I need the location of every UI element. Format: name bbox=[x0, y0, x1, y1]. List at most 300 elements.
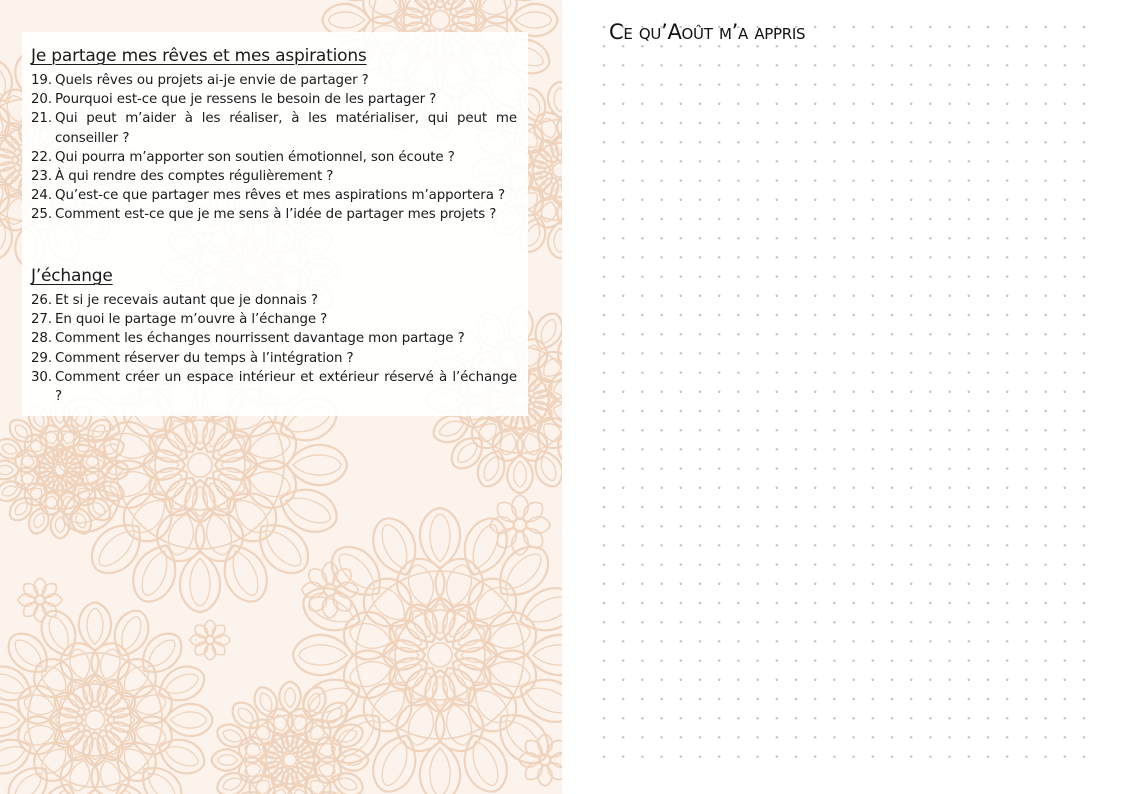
grid-dot bbox=[756, 295, 759, 298]
grid-dot bbox=[1083, 698, 1086, 701]
grid-dot bbox=[660, 103, 663, 106]
grid-dot bbox=[603, 679, 606, 682]
grid-dot bbox=[641, 83, 644, 86]
grid-dot bbox=[968, 45, 971, 48]
grid-dot bbox=[852, 467, 855, 470]
grid-dot bbox=[718, 237, 721, 240]
grid-dot bbox=[737, 352, 740, 355]
grid-dot bbox=[1083, 391, 1086, 394]
grid-dot bbox=[1025, 218, 1028, 221]
grid-dot bbox=[795, 544, 798, 547]
grid-dot bbox=[987, 179, 990, 182]
grid-dot bbox=[814, 218, 817, 221]
grid-dot bbox=[891, 467, 894, 470]
grid-dot bbox=[660, 45, 663, 48]
grid-dot bbox=[814, 160, 817, 163]
grid-dot bbox=[987, 717, 990, 720]
grid-dot bbox=[852, 429, 855, 432]
grid-dot bbox=[756, 83, 759, 86]
grid-dot bbox=[641, 410, 644, 413]
grid-dot bbox=[1025, 583, 1028, 586]
grid-dot bbox=[1006, 602, 1009, 605]
question-item bbox=[31, 167, 517, 186]
grid-dot bbox=[756, 563, 759, 566]
grid-dot bbox=[910, 122, 913, 125]
grid-dot bbox=[1064, 506, 1067, 509]
grid-dot bbox=[680, 352, 683, 355]
grid-dot bbox=[852, 621, 855, 624]
grid-dot bbox=[795, 83, 798, 86]
grid-dot bbox=[622, 525, 625, 528]
grid-dot bbox=[795, 621, 798, 624]
grid-dot bbox=[718, 429, 721, 432]
grid-dot bbox=[968, 755, 971, 758]
grid-dot bbox=[603, 583, 606, 586]
grid-dot bbox=[737, 659, 740, 662]
grid-dot bbox=[756, 275, 759, 278]
grid-dot bbox=[718, 256, 721, 259]
grid-dot bbox=[833, 122, 836, 125]
grid-dot bbox=[776, 295, 779, 298]
grid-dot bbox=[872, 64, 875, 67]
grid-dot bbox=[852, 563, 855, 566]
grid-dot bbox=[910, 26, 913, 29]
grid-dot bbox=[622, 122, 625, 125]
question-text: Pourquoi est-ce que je ressens le besoin de les partager ? bbox=[55, 92, 437, 108]
grid-dot bbox=[948, 717, 951, 720]
grid-dot bbox=[660, 736, 663, 739]
dot-grid bbox=[562, 0, 1123, 794]
grid-dot bbox=[891, 659, 894, 662]
grid-dot bbox=[603, 429, 606, 432]
grid-dot bbox=[948, 467, 951, 470]
grid-dot bbox=[891, 333, 894, 336]
grid-dot bbox=[968, 141, 971, 144]
grid-dot bbox=[987, 410, 990, 413]
small-flower bbox=[190, 620, 230, 660]
grid-dot bbox=[603, 64, 606, 67]
grid-dot bbox=[737, 83, 740, 86]
grid-dot bbox=[987, 26, 990, 29]
grid-dot bbox=[910, 333, 913, 336]
grid-dot bbox=[641, 640, 644, 643]
grid-dot bbox=[1025, 736, 1028, 739]
grid-dot bbox=[603, 333, 606, 336]
grid-dot bbox=[603, 218, 606, 221]
grid-dot bbox=[910, 160, 913, 163]
grid-dot bbox=[699, 160, 702, 163]
grid-dot bbox=[987, 218, 990, 221]
grid-dot bbox=[699, 640, 702, 643]
grid-dot bbox=[756, 698, 759, 701]
grid-dot bbox=[1064, 659, 1067, 662]
grid-dot bbox=[680, 199, 683, 202]
grid-dot bbox=[852, 314, 855, 317]
grid-dot bbox=[641, 544, 644, 547]
grid-dot bbox=[718, 659, 721, 662]
grid-dot bbox=[737, 487, 740, 490]
grid-dot bbox=[948, 602, 951, 605]
grid-dot bbox=[852, 583, 855, 586]
grid-dot bbox=[737, 179, 740, 182]
grid-dot bbox=[680, 103, 683, 106]
grid-dot bbox=[776, 467, 779, 470]
grid-dot bbox=[737, 698, 740, 701]
grid-dot bbox=[1006, 83, 1009, 86]
grid-dot bbox=[641, 199, 644, 202]
grid-dot bbox=[680, 698, 683, 701]
section-echange bbox=[31, 266, 517, 406]
grid-dot bbox=[1044, 333, 1047, 336]
grid-dot bbox=[872, 83, 875, 86]
grid-dot bbox=[1044, 256, 1047, 259]
question-text: Quels rêves ou projets ai-je envie de partager ? bbox=[55, 73, 369, 88]
grid-dot bbox=[622, 218, 625, 221]
grid-dot bbox=[987, 333, 990, 336]
grid-dot bbox=[1006, 199, 1009, 202]
grid-dot bbox=[795, 237, 798, 240]
grid-dot bbox=[1044, 755, 1047, 758]
grid-dot bbox=[1006, 525, 1009, 528]
grid-dot bbox=[929, 621, 932, 624]
grid-dot bbox=[1044, 525, 1047, 528]
grid-dot bbox=[968, 698, 971, 701]
grid-dot bbox=[852, 237, 855, 240]
grid-dot bbox=[1006, 371, 1009, 374]
grid-dot bbox=[1064, 275, 1067, 278]
grid-dot bbox=[756, 64, 759, 67]
grid-dot bbox=[737, 717, 740, 720]
grid-dot bbox=[1044, 736, 1047, 739]
question-number: 30. bbox=[31, 369, 52, 385]
grid-dot bbox=[603, 736, 606, 739]
grid-dot bbox=[833, 352, 836, 355]
grid-dot bbox=[1083, 371, 1086, 374]
grid-dot bbox=[968, 659, 971, 662]
grid-dot bbox=[660, 160, 663, 163]
grid-dot bbox=[795, 371, 798, 374]
grid-dot bbox=[622, 295, 625, 298]
grid-dot bbox=[756, 199, 759, 202]
grid-dot bbox=[737, 544, 740, 547]
grid-dot bbox=[814, 506, 817, 509]
grid-dot bbox=[872, 621, 875, 624]
grid-dot bbox=[1025, 160, 1028, 163]
grid-dot bbox=[603, 698, 606, 701]
grid-dot bbox=[795, 256, 798, 259]
grid-dot bbox=[1083, 736, 1086, 739]
grid-dot bbox=[1064, 621, 1067, 624]
grid-dot bbox=[1064, 717, 1067, 720]
grid-dot bbox=[1044, 583, 1047, 586]
grid-dot bbox=[776, 391, 779, 394]
grid-dot bbox=[1006, 506, 1009, 509]
grid-dot bbox=[1083, 275, 1086, 278]
grid-dot bbox=[1044, 563, 1047, 566]
grid-dot bbox=[1083, 621, 1086, 624]
grid-dot bbox=[929, 64, 932, 67]
question-text: En quoi le partage m’ouvre à l’échange ? bbox=[55, 312, 328, 328]
grid-dot bbox=[929, 295, 932, 298]
grid-dot bbox=[929, 448, 932, 451]
grid-dot bbox=[1044, 218, 1047, 221]
grid-dot bbox=[910, 448, 913, 451]
grid-dot bbox=[948, 391, 951, 394]
grid-dot bbox=[814, 237, 817, 240]
grid-dot bbox=[833, 275, 836, 278]
grid-dot bbox=[1064, 448, 1067, 451]
grid-dot bbox=[1064, 391, 1067, 394]
grid-dot bbox=[1064, 352, 1067, 355]
grid-dot bbox=[987, 621, 990, 624]
grid-dot bbox=[1044, 659, 1047, 662]
grid-dot bbox=[795, 218, 798, 221]
grid-dot bbox=[603, 410, 606, 413]
grid-dot bbox=[718, 487, 721, 490]
grid-dot bbox=[891, 448, 894, 451]
grid-dot bbox=[948, 179, 951, 182]
grid-dot bbox=[948, 275, 951, 278]
grid-dot bbox=[699, 602, 702, 605]
grid-dot bbox=[891, 83, 894, 86]
grid-dot bbox=[1006, 352, 1009, 355]
grid-dot bbox=[603, 621, 606, 624]
grid-dot bbox=[833, 83, 836, 86]
question-number: 28. bbox=[31, 331, 52, 347]
grid-dot bbox=[872, 26, 875, 29]
grid-dot bbox=[699, 755, 702, 758]
grid-dot bbox=[680, 275, 683, 278]
grid-dot bbox=[795, 448, 798, 451]
grid-dot bbox=[1083, 45, 1086, 48]
grid-dot bbox=[603, 45, 606, 48]
grid-dot bbox=[872, 506, 875, 509]
grid-dot bbox=[814, 448, 817, 451]
grid-dot bbox=[833, 679, 836, 682]
grid-dot bbox=[622, 333, 625, 336]
grid-dot bbox=[948, 83, 951, 86]
grid-dot bbox=[660, 218, 663, 221]
grid-dot bbox=[891, 141, 894, 144]
grid-dot bbox=[833, 237, 836, 240]
grid-dot bbox=[1064, 237, 1067, 240]
grid-dot bbox=[968, 199, 971, 202]
grid-dot bbox=[987, 103, 990, 106]
grid-dot bbox=[776, 352, 779, 355]
grid-dot bbox=[641, 141, 644, 144]
grid-dot bbox=[603, 237, 606, 240]
grid-dot bbox=[756, 602, 759, 605]
grid-dot bbox=[852, 45, 855, 48]
grid-dot bbox=[660, 410, 663, 413]
grid-dot bbox=[737, 160, 740, 163]
grid-dot bbox=[814, 199, 817, 202]
questions-panel bbox=[22, 32, 528, 416]
grid-dot bbox=[814, 256, 817, 259]
mandala-flower bbox=[0, 602, 213, 794]
grid-dot bbox=[929, 429, 932, 432]
question-text: À qui rendre des comptes régulièrement ? bbox=[55, 169, 334, 185]
question-text: Comment créer un espace intérieur et extérieur réservé à l’échange ? bbox=[55, 369, 517, 405]
grid-dot bbox=[756, 583, 759, 586]
grid-dot bbox=[660, 141, 663, 144]
grid-dot bbox=[1006, 429, 1009, 432]
grid-dot bbox=[718, 314, 721, 317]
grid-dot bbox=[718, 410, 721, 413]
grid-dot bbox=[1044, 237, 1047, 240]
grid-dot bbox=[948, 314, 951, 317]
grid-dot bbox=[852, 141, 855, 144]
grid-dot bbox=[987, 295, 990, 298]
grid-dot bbox=[795, 141, 798, 144]
grid-dot bbox=[948, 640, 951, 643]
grid-dot bbox=[1006, 563, 1009, 566]
grid-dot bbox=[968, 621, 971, 624]
grid-dot bbox=[641, 621, 644, 624]
grid-dot bbox=[948, 679, 951, 682]
grid-dot bbox=[929, 602, 932, 605]
grid-dot bbox=[1025, 199, 1028, 202]
grid-dot bbox=[814, 467, 817, 470]
grid-dot bbox=[641, 679, 644, 682]
grid-dot bbox=[891, 679, 894, 682]
grid-dot bbox=[852, 122, 855, 125]
grid-dot bbox=[660, 640, 663, 643]
grid-dot bbox=[1083, 659, 1086, 662]
question-item bbox=[31, 148, 517, 167]
grid-dot bbox=[1025, 679, 1028, 682]
grid-dot bbox=[622, 544, 625, 547]
grid-dot bbox=[737, 679, 740, 682]
grid-dot bbox=[910, 698, 913, 701]
grid-dot bbox=[776, 659, 779, 662]
grid-dot bbox=[680, 45, 683, 48]
grid-dot bbox=[699, 237, 702, 240]
grid-dot bbox=[852, 275, 855, 278]
grid-dot bbox=[872, 640, 875, 643]
grid-dot bbox=[718, 506, 721, 509]
grid-dot bbox=[891, 640, 894, 643]
grid-dot bbox=[1006, 448, 1009, 451]
grid-dot bbox=[1025, 352, 1028, 355]
grid-dot bbox=[872, 103, 875, 106]
grid-dot bbox=[910, 640, 913, 643]
grid-dot bbox=[718, 525, 721, 528]
grid-dot bbox=[891, 26, 894, 29]
grid-dot bbox=[891, 64, 894, 67]
grid-dot bbox=[756, 410, 759, 413]
grid-dot bbox=[622, 141, 625, 144]
grid-dot bbox=[872, 45, 875, 48]
grid-dot bbox=[699, 487, 702, 490]
grid-dot bbox=[929, 717, 932, 720]
grid-dot bbox=[1006, 391, 1009, 394]
question-text: Comment les échanges nourrissent davantage mon partage ? bbox=[55, 331, 465, 347]
grid-dot bbox=[718, 160, 721, 163]
grid-dot bbox=[1064, 563, 1067, 566]
grid-dot bbox=[737, 621, 740, 624]
grid-dot bbox=[833, 506, 836, 509]
grid-dot bbox=[756, 736, 759, 739]
grid-dot bbox=[891, 525, 894, 528]
grid-dot bbox=[680, 506, 683, 509]
grid-dot bbox=[776, 698, 779, 701]
grid-dot bbox=[1006, 160, 1009, 163]
grid-dot bbox=[814, 525, 817, 528]
grid-dot bbox=[833, 391, 836, 394]
grid-dot bbox=[1006, 179, 1009, 182]
grid-dot bbox=[622, 179, 625, 182]
grid-dot bbox=[680, 371, 683, 374]
grid-dot bbox=[1083, 256, 1086, 259]
grid-dot bbox=[680, 583, 683, 586]
grid-dot bbox=[776, 218, 779, 221]
grid-dot bbox=[968, 26, 971, 29]
grid-dot bbox=[948, 295, 951, 298]
grid-dot bbox=[929, 755, 932, 758]
grid-dot bbox=[1064, 698, 1067, 701]
grid-dot bbox=[948, 45, 951, 48]
grid-dot bbox=[1083, 563, 1086, 566]
grid-dot bbox=[795, 506, 798, 509]
grid-dot bbox=[756, 487, 759, 490]
grid-dot bbox=[622, 391, 625, 394]
grid-dot bbox=[699, 122, 702, 125]
grid-dot bbox=[1064, 122, 1067, 125]
grid-dot bbox=[699, 410, 702, 413]
grid-dot bbox=[814, 314, 817, 317]
grid-dot bbox=[756, 122, 759, 125]
grid-dot bbox=[1025, 659, 1028, 662]
grid-dot bbox=[891, 314, 894, 317]
grid-dot bbox=[1083, 525, 1086, 528]
grid-dot bbox=[891, 487, 894, 490]
grid-dot bbox=[929, 736, 932, 739]
grid-dot bbox=[910, 467, 913, 470]
grid-dot bbox=[660, 83, 663, 86]
grid-dot bbox=[737, 525, 740, 528]
grid-dot bbox=[718, 122, 721, 125]
grid-dot bbox=[699, 141, 702, 144]
grid-dot bbox=[776, 448, 779, 451]
section-title: J’échange bbox=[31, 266, 113, 286]
grid-dot bbox=[718, 333, 721, 336]
grid-dot bbox=[814, 179, 817, 182]
grid-dot bbox=[737, 256, 740, 259]
grid-dot bbox=[795, 352, 798, 355]
grid-dot bbox=[929, 467, 932, 470]
question-list bbox=[31, 71, 517, 225]
grid-dot bbox=[833, 256, 836, 259]
grid-dot bbox=[910, 679, 913, 682]
grid-dot bbox=[756, 429, 759, 432]
grid-dot bbox=[795, 698, 798, 701]
grid-dot bbox=[814, 563, 817, 566]
grid-dot bbox=[699, 218, 702, 221]
grid-dot bbox=[948, 218, 951, 221]
grid-dot bbox=[1064, 679, 1067, 682]
grid-dot bbox=[968, 506, 971, 509]
grid-dot bbox=[622, 448, 625, 451]
grid-dot bbox=[891, 256, 894, 259]
grid-dot bbox=[737, 275, 740, 278]
grid-dot bbox=[1083, 103, 1086, 106]
grid-dot bbox=[1083, 506, 1086, 509]
grid-dot bbox=[1064, 103, 1067, 106]
grid-dot bbox=[1083, 26, 1086, 29]
grid-dot bbox=[718, 448, 721, 451]
grid-dot bbox=[622, 410, 625, 413]
